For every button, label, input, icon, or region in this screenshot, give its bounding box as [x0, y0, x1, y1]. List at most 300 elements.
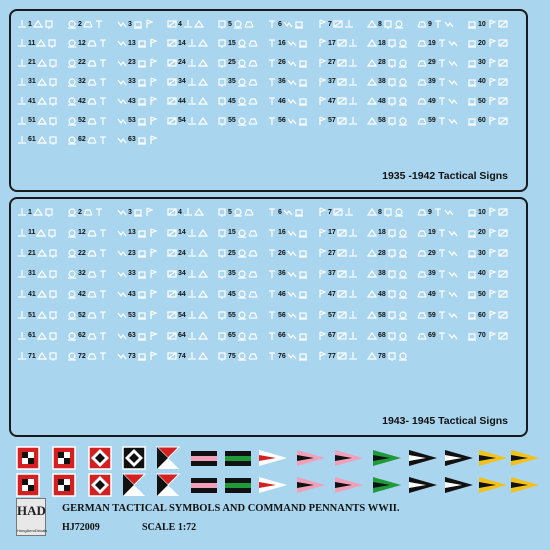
tactical-sign-item — [217, 77, 259, 87]
command-pennant-stripe-icon — [190, 477, 218, 500]
tactical-sign-item — [267, 96, 309, 106]
tactical-sign-item — [367, 96, 409, 106]
tactical-symbol-icon — [417, 116, 427, 126]
tactical-sign-item — [267, 19, 305, 29]
tactical-symbol-icon — [187, 116, 197, 126]
sign-number: 42 — [78, 97, 86, 105]
tactical-sign-item — [67, 58, 109, 68]
tactical-symbol-icon — [498, 19, 508, 29]
tactical-sign-item — [17, 58, 59, 68]
tactical-symbol-icon — [348, 228, 358, 238]
tactical-symbol-icon — [437, 38, 447, 48]
sign-number: 52 — [78, 117, 86, 124]
sign-number: 59 — [428, 117, 436, 124]
tactical-symbol-icon — [87, 310, 97, 320]
tactical-symbol-icon — [267, 248, 277, 258]
tactical-sign-item — [117, 38, 159, 48]
tactical-symbol-icon — [437, 248, 447, 258]
tactical-symbol-icon — [387, 116, 397, 126]
tactical-symbol-icon — [67, 135, 77, 145]
tactical-symbol-icon — [333, 207, 343, 217]
tactical-symbol-icon — [248, 351, 258, 361]
sign-number: 24 — [178, 249, 186, 257]
tactical-sign-item — [167, 77, 209, 87]
tactical-sign-item — [217, 96, 259, 106]
command-pennant-swallowtail-icon — [258, 475, 288, 500]
tactical-symbol-icon — [267, 310, 277, 320]
tactical-symbol-icon — [98, 289, 108, 299]
tactical-sign-item — [67, 228, 109, 238]
sign-number: 49 — [428, 290, 436, 298]
sign-number: 53 — [128, 311, 136, 319]
tactical-signs-panel-1935 — [9, 9, 528, 192]
tactical-symbol-icon — [217, 269, 227, 279]
tactical-symbol-icon — [37, 310, 47, 320]
tactical-symbol-icon — [448, 58, 458, 68]
tactical-symbol-icon — [267, 96, 277, 106]
tactical-symbol-icon — [498, 248, 508, 258]
tactical-symbol-icon — [148, 135, 158, 145]
tactical-sign-item — [217, 58, 259, 68]
tactical-sign-item — [467, 19, 509, 29]
tactical-symbol-icon — [17, 96, 27, 106]
tactical-symbol-icon — [237, 269, 247, 279]
tactical-sign-item — [167, 228, 209, 238]
tactical-symbol-icon — [387, 331, 397, 341]
tactical-symbol-icon — [67, 207, 77, 217]
tactical-symbol-icon — [487, 38, 497, 48]
tactical-symbol-icon — [317, 351, 327, 361]
tactical-symbol-icon — [244, 19, 254, 29]
sign-number: 55 — [228, 117, 236, 124]
tactical-symbol-icon — [367, 331, 377, 341]
tactical-sign-item — [467, 269, 509, 279]
tactical-sign-item — [17, 310, 59, 320]
sign-number: 58 — [378, 311, 386, 319]
tactical-symbol-icon — [348, 310, 358, 320]
tactical-sign-item — [417, 207, 455, 217]
tactical-symbol-icon — [298, 310, 308, 320]
tactical-sign-item — [267, 331, 309, 341]
tactical-symbol-icon — [117, 96, 127, 106]
tactical-symbol-icon — [367, 207, 377, 217]
tactical-symbol-icon — [498, 207, 508, 217]
command-pennant-stripe-icon — [190, 450, 218, 473]
tactical-symbol-icon — [498, 116, 508, 126]
tactical-symbol-icon — [237, 289, 247, 299]
sign-number: 43 — [128, 290, 136, 298]
tactical-symbol-icon — [287, 289, 297, 299]
tactical-symbol-icon — [187, 351, 197, 361]
tactical-symbol-icon — [387, 96, 397, 106]
command-pennant-triangle-icon — [156, 446, 180, 475]
sign-number: 14 — [178, 39, 186, 47]
tactical-symbol-icon — [267, 269, 277, 279]
tactical-symbol-icon — [144, 19, 154, 29]
sign-number: 68 — [378, 332, 386, 340]
tactical-symbol-icon — [48, 289, 58, 299]
tactical-symbol-icon — [267, 77, 277, 87]
tactical-symbol-icon — [337, 228, 347, 238]
sign-number: 59 — [428, 311, 436, 319]
command-pennant-swallowtail-icon — [478, 475, 508, 500]
tactical-symbol-icon — [198, 116, 208, 126]
tactical-sign-item — [117, 310, 159, 320]
tactical-symbol-icon — [217, 310, 227, 320]
tactical-symbol-icon — [87, 289, 97, 299]
tactical-symbol-icon — [267, 38, 277, 48]
tactical-sign-item — [417, 331, 459, 341]
sign-number: 27 — [328, 59, 336, 67]
command-pennant-diamond-icon — [88, 473, 112, 502]
tactical-symbol-icon — [348, 289, 358, 299]
tactical-symbol-icon — [317, 19, 327, 29]
tactical-symbol-icon — [348, 116, 358, 126]
tactical-symbol-icon — [67, 351, 77, 361]
sign-number: 44 — [178, 290, 186, 298]
tactical-symbol-icon — [437, 228, 447, 238]
tactical-symbol-icon — [298, 351, 308, 361]
tactical-sign-item — [417, 310, 459, 320]
tactical-symbol-icon — [417, 289, 427, 299]
tactical-symbol-icon — [48, 135, 58, 145]
tactical-symbol-icon — [17, 207, 27, 217]
tactical-symbol-icon — [67, 58, 77, 68]
tactical-symbol-icon — [87, 351, 97, 361]
tactical-symbol-icon — [17, 269, 27, 279]
tactical-sign-item — [17, 38, 58, 48]
tactical-sign-item — [167, 19, 205, 29]
sign-number: 30 — [478, 249, 486, 257]
tactical-symbol-icon — [48, 331, 58, 341]
command-pennant-swallowtail-icon — [510, 475, 540, 500]
tactical-symbol-icon — [398, 96, 408, 106]
tactical-symbol-icon — [217, 38, 227, 48]
tactical-symbol-icon — [167, 331, 177, 341]
tactical-sign-item — [467, 207, 509, 217]
tactical-sign-item — [217, 248, 259, 258]
tactical-sign-item — [417, 269, 459, 279]
tactical-sign-item — [367, 38, 409, 48]
tactical-symbol-icon — [437, 58, 447, 68]
tactical-symbol-icon — [344, 207, 354, 217]
tactical-symbol-icon — [448, 38, 458, 48]
tactical-sign-item — [317, 331, 359, 341]
tactical-symbol-icon — [117, 116, 127, 126]
tactical-symbol-icon — [17, 248, 27, 258]
tactical-symbol-icon — [467, 228, 477, 238]
sign-number: 78 — [378, 352, 386, 360]
tactical-symbol-icon — [417, 228, 427, 238]
tactical-symbol-icon — [98, 269, 108, 279]
tactical-symbol-icon — [398, 310, 408, 320]
sign-number: 5 — [228, 20, 232, 28]
tactical-symbol-icon — [187, 310, 197, 320]
tactical-symbol-icon — [317, 310, 327, 320]
tactical-sign-item — [417, 38, 459, 48]
panel-title: 1935 -1942 Tactical Signs — [382, 170, 508, 182]
tactical-symbol-icon — [287, 116, 297, 126]
tactical-sign-item — [67, 310, 109, 320]
tactical-symbol-icon — [317, 269, 327, 279]
sign-number: 62 — [78, 332, 86, 340]
sign-number: 53 — [128, 117, 136, 124]
tactical-symbol-icon — [298, 228, 308, 238]
tactical-sign-item — [467, 96, 509, 106]
tactical-symbol-icon — [448, 331, 458, 341]
tactical-symbol-icon — [137, 58, 147, 68]
tactical-symbol-icon — [94, 207, 104, 217]
tactical-symbol-icon — [487, 58, 497, 68]
sign-number: 34 — [178, 78, 186, 86]
tactical-symbol-icon — [287, 228, 297, 238]
tactical-symbol-icon — [317, 77, 327, 87]
tactical-sign-item — [17, 77, 59, 87]
tactical-symbol-icon — [167, 269, 177, 279]
sign-number: 29 — [428, 59, 436, 67]
tactical-symbol-icon — [117, 351, 127, 361]
tactical-symbol-icon — [298, 331, 308, 341]
tactical-symbol-icon — [337, 248, 347, 258]
tactical-symbol-icon — [398, 116, 408, 126]
tactical-sign-item — [317, 310, 359, 320]
tactical-symbol-icon — [248, 269, 258, 279]
tactical-sign-item — [117, 248, 159, 258]
tactical-sign-item — [217, 38, 259, 48]
sign-number: 23 — [128, 59, 136, 67]
tactical-symbol-icon — [167, 58, 177, 68]
tactical-sign-item — [167, 38, 209, 48]
sign-number: 46 — [278, 290, 286, 298]
tactical-symbol-icon — [248, 77, 258, 87]
tactical-symbol-icon — [237, 96, 247, 106]
command-pennant-triangle-icon — [122, 473, 146, 502]
tactical-sign-item — [467, 116, 509, 126]
tactical-symbol-icon — [17, 38, 27, 48]
tactical-symbol-icon — [298, 38, 308, 48]
tactical-symbol-icon — [337, 77, 347, 87]
tactical-sign-item — [367, 116, 409, 126]
tactical-symbol-icon — [248, 289, 258, 299]
tactical-symbol-icon — [148, 228, 158, 238]
tactical-symbol-icon — [148, 38, 158, 48]
tactical-symbol-icon — [117, 228, 127, 238]
tactical-symbol-icon — [183, 19, 193, 29]
tactical-symbol-icon — [444, 19, 454, 29]
sign-number: 13 — [128, 229, 136, 237]
tactical-sign-item — [167, 289, 209, 299]
sign-number: 39 — [428, 270, 436, 278]
tactical-symbol-icon — [394, 207, 404, 217]
tactical-symbol-icon — [448, 77, 458, 87]
tactical-sign-item — [217, 331, 259, 341]
tactical-symbol-icon — [487, 248, 497, 258]
tactical-symbol-icon — [317, 228, 327, 238]
tactical-symbol-icon — [398, 77, 408, 87]
tactical-symbol-icon — [137, 248, 147, 258]
tactical-symbol-icon — [137, 351, 147, 361]
tactical-symbol-icon — [217, 58, 227, 68]
tactical-sign-item — [217, 351, 259, 361]
command-pennant-swallowtail-icon — [510, 448, 540, 473]
tactical-sign-item — [117, 19, 155, 29]
tactical-symbol-icon — [48, 58, 58, 68]
tactical-sign-item — [467, 38, 509, 48]
command-pennant-swallowtail-icon — [334, 475, 364, 500]
sign-number: 54 — [178, 117, 186, 124]
tactical-symbol-icon — [217, 331, 227, 341]
tactical-symbol-icon — [17, 135, 27, 145]
tactical-sign-item — [467, 248, 509, 258]
sign-number: 50 — [478, 97, 486, 105]
sign-number: 48 — [378, 290, 386, 298]
tactical-symbol-icon — [287, 58, 297, 68]
tactical-symbol-icon — [167, 96, 177, 106]
tactical-sign-item — [417, 289, 459, 299]
tactical-sign-item — [267, 207, 305, 217]
tactical-symbol-icon — [87, 331, 97, 341]
sign-number: 24 — [178, 59, 186, 67]
tactical-sign-item — [267, 228, 309, 238]
sign-number: 46 — [278, 97, 286, 105]
tactical-symbol-icon — [67, 96, 77, 106]
sign-number: 26 — [278, 249, 286, 257]
tactical-symbol-icon — [148, 269, 158, 279]
sign-number: 1 — [28, 208, 32, 216]
command-pennant-triangle-icon — [156, 473, 180, 502]
sign-number: 17 — [328, 39, 336, 47]
tactical-symbol-icon — [367, 248, 377, 258]
tactical-symbol-icon — [317, 38, 327, 48]
tactical-symbol-icon — [387, 77, 397, 87]
tactical-symbol-icon — [267, 19, 277, 29]
tactical-sign-item — [367, 269, 409, 279]
sign-number: 61 — [28, 136, 36, 144]
tactical-symbol-icon — [387, 248, 397, 258]
tactical-symbol-icon — [498, 228, 508, 238]
command-pennant-swallowtail-icon — [296, 448, 326, 473]
tactical-symbol-icon — [17, 19, 27, 29]
tactical-symbol-icon — [448, 248, 458, 258]
sign-number: 5 — [228, 208, 232, 216]
tactical-symbol-icon — [17, 331, 27, 341]
sign-number: 18 — [378, 39, 386, 47]
tactical-symbol-icon — [237, 351, 247, 361]
tactical-sign-item — [417, 58, 459, 68]
tactical-symbol-icon — [217, 228, 227, 238]
sign-number: 71 — [28, 352, 36, 360]
tactical-symbol-icon — [487, 96, 497, 106]
tactical-symbol-icon — [398, 351, 408, 361]
tactical-symbol-icon — [487, 331, 497, 341]
tactical-sign-item — [117, 228, 159, 238]
tactical-symbol-icon — [267, 207, 277, 217]
sign-number: 56 — [278, 311, 286, 319]
tactical-symbol-icon — [83, 19, 93, 29]
tactical-symbol-icon — [487, 207, 497, 217]
tactical-symbol-icon — [98, 228, 108, 238]
tactical-symbol-icon — [98, 331, 108, 341]
sign-number: 32 — [78, 270, 86, 278]
tactical-symbol-icon — [248, 331, 258, 341]
tactical-symbol-icon — [87, 135, 97, 145]
tactical-symbol-icon — [383, 19, 393, 29]
tactical-symbol-icon — [37, 269, 47, 279]
tactical-symbol-icon — [198, 310, 208, 320]
tactical-symbol-icon — [487, 310, 497, 320]
tactical-symbol-icon — [17, 310, 27, 320]
tactical-symbol-icon — [348, 77, 358, 87]
tactical-symbol-icon — [44, 19, 54, 29]
tactical-symbol-icon — [287, 269, 297, 279]
tactical-sign-item — [367, 58, 409, 68]
sign-number: 77 — [328, 352, 336, 360]
tactical-symbol-icon — [337, 116, 347, 126]
command-pennant-diamond-icon — [122, 446, 146, 475]
sign-number: 4 — [178, 208, 182, 216]
tactical-symbol-icon — [487, 228, 497, 238]
tactical-sign-item — [417, 248, 459, 258]
tactical-sign-item — [17, 135, 59, 145]
tactical-symbol-icon — [87, 38, 97, 48]
tactical-symbol-icon — [98, 77, 108, 87]
tactical-symbol-icon — [387, 310, 397, 320]
tactical-symbol-icon — [198, 248, 208, 258]
sign-number: 10 — [478, 208, 486, 216]
tactical-symbol-icon — [144, 207, 154, 217]
tactical-symbol-icon — [317, 248, 327, 258]
tactical-sign-item — [217, 228, 259, 238]
tactical-sign-item — [267, 269, 309, 279]
sign-number: 47 — [328, 97, 336, 105]
tactical-sign-item — [67, 207, 105, 217]
tactical-sign-item — [67, 289, 109, 299]
tactical-symbol-icon — [198, 351, 208, 361]
tactical-symbol-icon — [337, 351, 347, 361]
tactical-symbol-icon — [67, 248, 77, 258]
tactical-sign-item — [217, 289, 259, 299]
sign-number: 9 — [428, 208, 432, 216]
tactical-symbol-icon — [167, 289, 177, 299]
tactical-symbol-icon — [467, 77, 477, 87]
tactical-symbol-icon — [448, 116, 458, 126]
tactical-symbol-icon — [117, 289, 127, 299]
tactical-symbol-icon — [467, 96, 477, 106]
tactical-sign-item — [317, 116, 359, 126]
tactical-symbol-icon — [137, 310, 147, 320]
tactical-symbol-icon — [348, 96, 358, 106]
tactical-symbol-icon — [398, 248, 408, 258]
tactical-symbol-icon — [298, 96, 308, 106]
tactical-symbol-icon — [337, 269, 347, 279]
tactical-symbol-icon — [137, 77, 147, 87]
command-pennant-swallowtail-icon — [372, 448, 402, 473]
tactical-symbol-icon — [187, 289, 197, 299]
tactical-symbol-icon — [367, 351, 377, 361]
tactical-symbol-icon — [444, 207, 454, 217]
tactical-sign-item — [267, 116, 309, 126]
tactical-symbol-icon — [437, 310, 447, 320]
sign-number: 8 — [378, 20, 382, 28]
tactical-symbol-icon — [244, 207, 254, 217]
tactical-symbol-icon — [467, 207, 477, 217]
tactical-symbol-icon — [194, 207, 204, 217]
product-code: HJ72009 — [62, 522, 100, 533]
tactical-symbol-icon — [287, 96, 297, 106]
sign-number: 33 — [128, 78, 136, 86]
sign-number: 37 — [328, 270, 336, 278]
sign-number: 43 — [128, 97, 136, 105]
